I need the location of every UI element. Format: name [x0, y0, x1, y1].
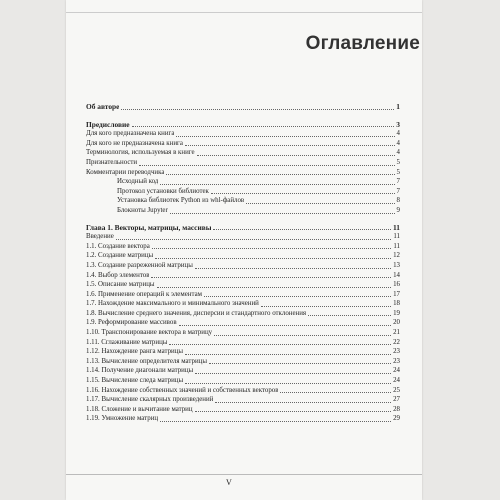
toc-entry: Введение 11 — [86, 233, 400, 241]
footer-divider — [66, 474, 422, 475]
toc-entry: Комментарии переводчика 5 — [86, 168, 400, 176]
toc-entry: 1.3. Создание разреженной матрицы 13 — [86, 261, 400, 269]
toc-subentry: Блокноты Jupyter 9 — [117, 206, 400, 214]
toc-subentry: Исходный код 7 — [117, 178, 400, 186]
toc-entry: 1.2. Создание матрицы 12 — [86, 252, 400, 260]
toc-entry: Терминология, используемая в книге 4 — [86, 149, 400, 157]
toc-entry: 1.14. Получение диагонали матрицы 24 — [86, 367, 400, 375]
toc-entry: Признательности 5 — [86, 158, 400, 166]
header-divider — [66, 12, 422, 13]
table-of-contents — [86, 102, 400, 424]
toc-entry: 1.1. Создание вектора 11 — [86, 242, 400, 250]
toc-entry: 1.11. Сглаживание матрицы 22 — [86, 338, 400, 346]
toc-entry: Для кого не предназначена книга 4 — [86, 139, 400, 147]
toc-entry: 1.9. Реформирование массивов 20 — [86, 319, 400, 327]
toc-entry: 1.18. Сложение и вычитание матриц 28 — [86, 405, 400, 413]
page-title: Оглавление — [305, 33, 420, 54]
toc-entry-about-author: Об авторе 1 — [86, 102, 400, 111]
toc-entry-chapter-1: Глава 1. Векторы, матрицы, массивы 11 — [86, 222, 400, 232]
toc-subentry: Установка библиотек Python из whl-файлов 8 — [117, 197, 400, 205]
toc-entry: 1.15. Вычисление следа матрицы 24 — [86, 377, 400, 385]
toc-entry: 1.8. Вычисление среднего значения, дисперсии и стандартного отклонения 19 — [86, 309, 400, 317]
toc-entry-preface: Предисловие 3 — [86, 119, 400, 129]
toc-entry: 1.13. Вычисление определителя матрицы 23 — [86, 357, 400, 365]
toc-entry: 1.6. Применение операций к элементам 17 — [86, 290, 400, 298]
toc-subentry: Протокол установки библиотек 7 — [117, 187, 400, 195]
toc-entry: 1.4. Выбор элементов 14 — [86, 271, 400, 279]
toc-entry: 1.17. Вычисление скалярных произведений 27 — [86, 396, 400, 404]
toc-entry: 1.12. Нахождение ранга матрицы 23 — [86, 348, 400, 356]
toc-entry: Для кого предназначена книга 4 — [86, 130, 400, 138]
toc-entry: 1.5. Описание матрицы 16 — [86, 281, 400, 289]
page-number: V — [226, 478, 232, 487]
toc-entry: 1.7. Нахождение максимального и минимального значений 18 — [86, 300, 400, 308]
toc-entry: 1.10. Транспонирование вектора в матрицу 21 — [86, 329, 400, 337]
toc-entry: 1.19. Умножение матриц 29 — [86, 415, 400, 423]
toc-entry: 1.16. Нахождение собственных значений и собственных векторов 25 — [86, 386, 400, 394]
book-page — [66, 0, 422, 500]
